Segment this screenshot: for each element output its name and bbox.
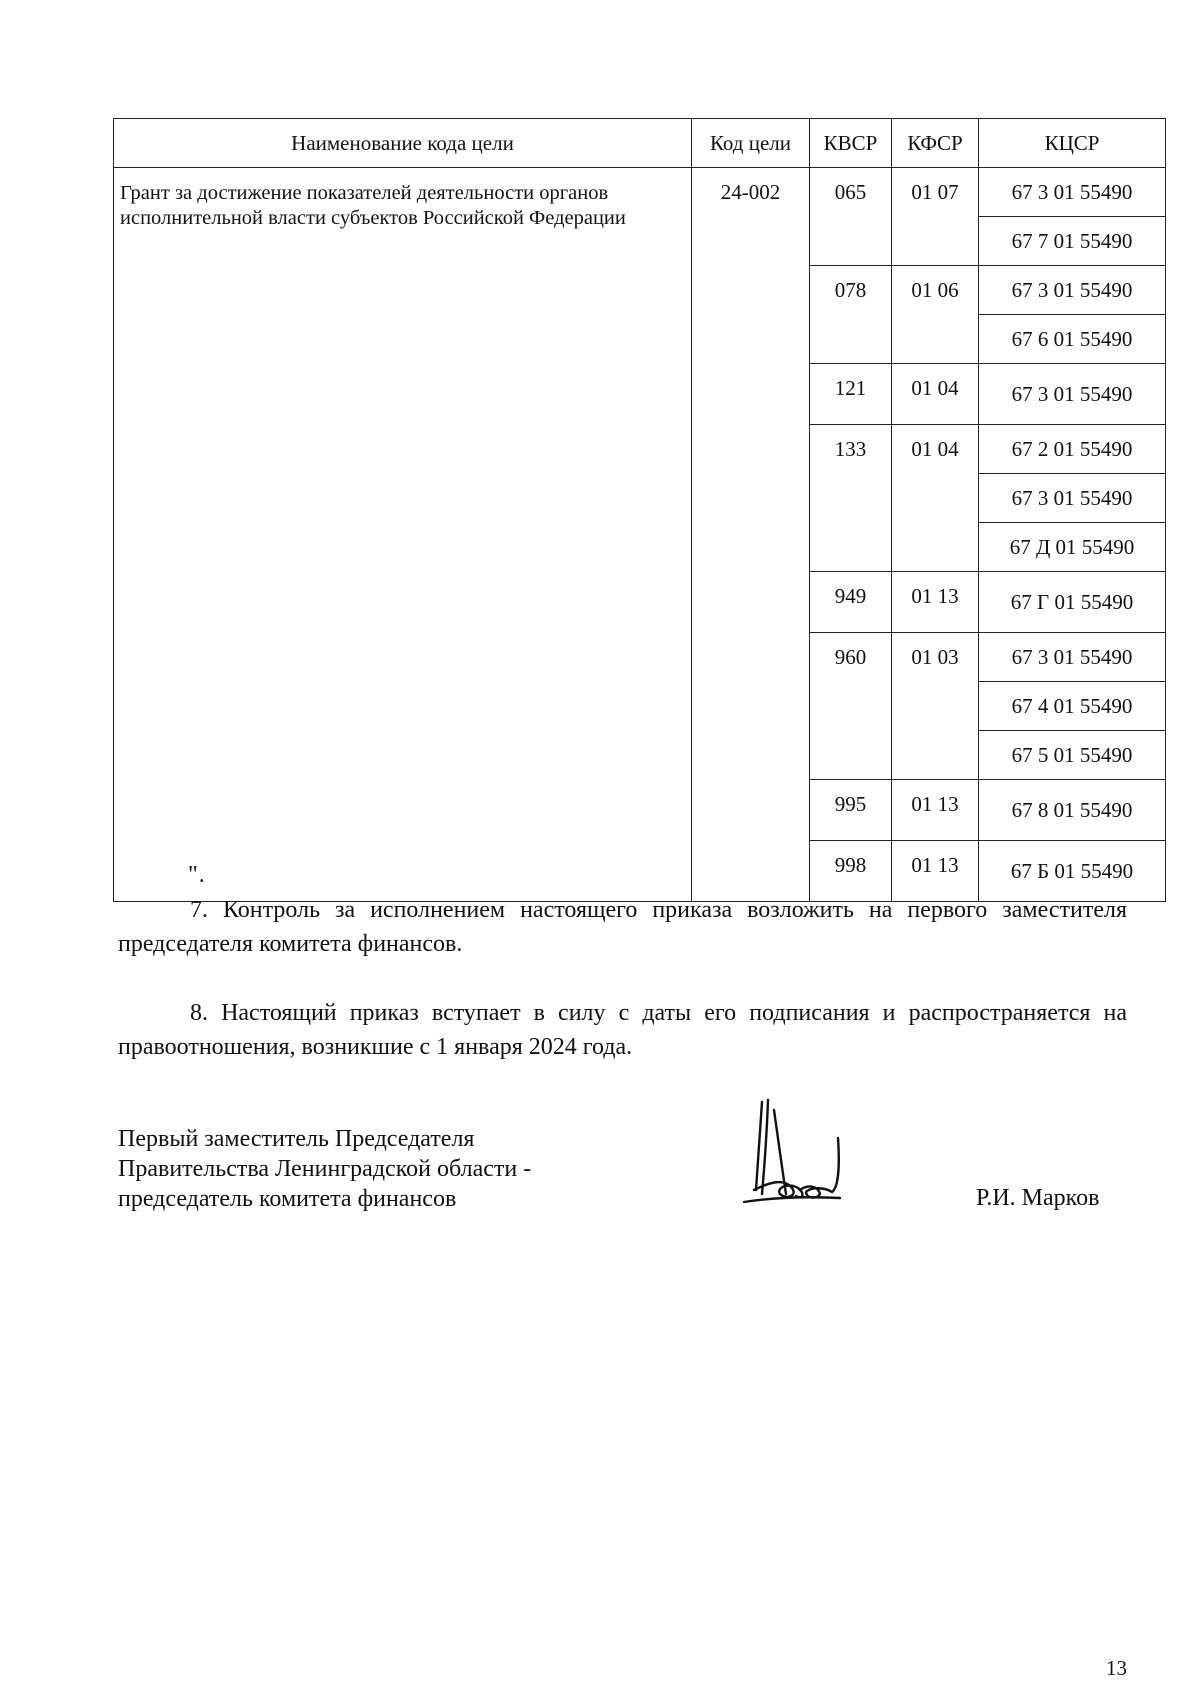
kcsr-cell: 67 6 01 55490 <box>979 315 1166 364</box>
header-kvsr: КВСР <box>810 119 892 168</box>
signer-position <box>118 1124 531 1214</box>
kcsr-cell: 67 3 01 55490 <box>979 364 1166 425</box>
goal-code-name: Грант за достижение показателей деятельности органов исполнительной власти субъектов Российской Федерации <box>114 168 692 902</box>
signer-position-line: Правительства Ленинградской области - <box>118 1156 532 1182</box>
table-header-row <box>114 119 1166 168</box>
kcsr-cell: 67 3 01 55490 <box>979 474 1166 523</box>
kvsr-cell: 998 <box>810 841 892 902</box>
kvsr-cell: 133 <box>810 425 892 572</box>
signer-position-line: председатель комитета финансов <box>118 1186 457 1212</box>
kvsr-cell: 960 <box>810 633 892 780</box>
header-kfsr: КФСР <box>892 119 979 168</box>
kcsr-cell: 67 3 01 55490 <box>979 633 1166 682</box>
signer-name: Р.И. Марков <box>976 1185 1100 1211</box>
kvsr-cell: 065 <box>810 168 892 266</box>
paragraph-8 <box>118 996 1127 1064</box>
paragraph-7-text: 7. Контроль за исполнением настоящего приказа возложить на первого заместителя председателя комитета финансов. <box>118 897 1127 957</box>
kvsr-cell: 995 <box>810 780 892 841</box>
table-row <box>114 168 1166 217</box>
kvsr-cell: 121 <box>810 364 892 425</box>
kcsr-cell: 67 Б 01 55490 <box>979 841 1166 902</box>
handwritten-signature <box>740 1098 850 1210</box>
kcsr-cell: 67 7 01 55490 <box>979 217 1166 266</box>
goal-codes-table <box>113 118 1166 902</box>
paragraph-7 <box>118 893 1127 961</box>
kvsr-cell: 078 <box>810 266 892 364</box>
paragraph-8-text: 8. Настоящий приказ вступает в силу с даты его подписания и распространяется на правоотношения, возникшие с 1 января 2024 года. <box>118 1000 1127 1060</box>
kfsr-cell: 01 13 <box>892 572 979 633</box>
goal-code-value: 24-002 <box>692 168 810 902</box>
kfsr-cell: 01 04 <box>892 364 979 425</box>
kcsr-cell: 67 5 01 55490 <box>979 731 1166 780</box>
table-body <box>114 168 1166 902</box>
kcsr-cell: 67 Г 01 55490 <box>979 572 1166 633</box>
header-kcsr: КЦСР <box>979 119 1166 168</box>
signer-position-line: Первый заместитель Председателя <box>118 1126 475 1152</box>
kcsr-cell: 67 8 01 55490 <box>979 780 1166 841</box>
kcsr-cell: 67 2 01 55490 <box>979 425 1166 474</box>
kfsr-cell: 01 06 <box>892 266 979 364</box>
kfsr-cell: 01 13 <box>892 841 979 902</box>
kfsr-cell: 01 04 <box>892 425 979 572</box>
kfsr-cell: 01 07 <box>892 168 979 266</box>
header-goal-code: Код цели <box>692 119 810 168</box>
kcsr-cell: 67 3 01 55490 <box>979 266 1166 315</box>
header-name: Наименование кода цели <box>114 119 692 168</box>
closing-quote-mark: ". <box>188 862 206 888</box>
kcsr-cell: 67 3 01 55490 <box>979 168 1166 217</box>
kcsr-cell: 67 4 01 55490 <box>979 682 1166 731</box>
kcsr-cell: 67 Д 01 55490 <box>979 523 1166 572</box>
page-number: 13 <box>1106 1656 1127 1680</box>
kvsr-cell: 949 <box>810 572 892 633</box>
kfsr-cell: 01 03 <box>892 633 979 780</box>
kfsr-cell: 01 13 <box>892 780 979 841</box>
